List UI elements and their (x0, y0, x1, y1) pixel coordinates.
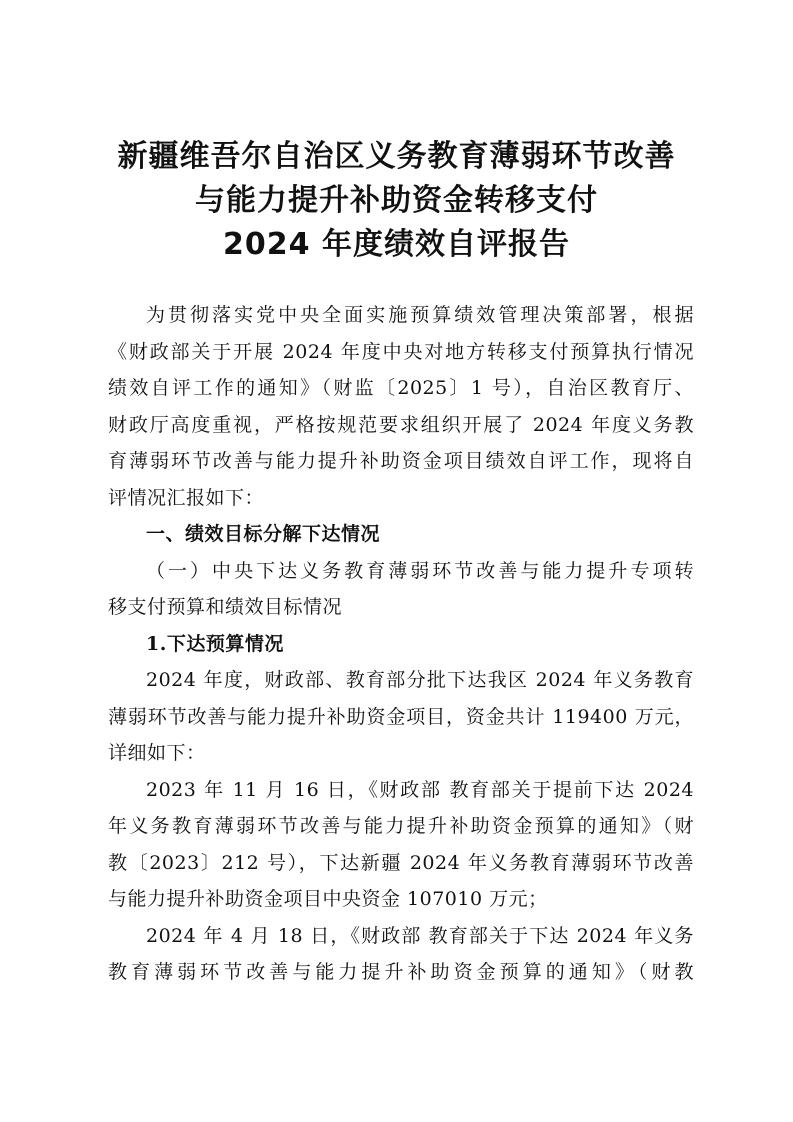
intro-line: 为贯彻落实党中央全面实施预算绩效管理决策部署，根据 (146, 304, 694, 326)
document-title-line-2: 与能力提升补助资金转移支付 (195, 183, 598, 218)
subsection-heading-line: （一）中央下达义务教育薄弱环节改善与能力提升专项转 (146, 559, 694, 582)
paragraph-line: 2024 年 4 月 18 日，《财政部 教育部关于下达 2024 年义务 (146, 924, 694, 947)
paragraph-line: 详细如下： (108, 742, 206, 764)
item-heading: 1.下达预算情况 (146, 632, 284, 655)
intro-line: 绩效自评工作的通知》（财监〔2025〕1 号），自治区教育厅、 (108, 377, 694, 399)
subsection-heading-line: 移支付预算和绩效目标情况 (108, 596, 343, 618)
intro-line: 育薄弱环节改善与能力提升补助资金项目绩效自评工作，现将自 (108, 450, 694, 472)
intro-line: 《财政部关于开展 2024 年度中央对地方转移支付预算执行情况 (108, 340, 694, 363)
paragraph-line: 2024 年度，财政部、教育部分批下达我区 2024 年义务教育 (146, 669, 694, 691)
paragraph-line: 教〔2023〕212 号），下达新疆 2024 年义务教育薄弱环节改善 (108, 851, 694, 874)
intro-line: 财政厅高度重视，严格按规范要求组织开展了 2024 年度义务教 (108, 413, 694, 436)
paragraph-line: 与能力提升补助资金项目中央资金 107010 万元； (108, 888, 548, 910)
paragraph-line: 2023 年 11 月 16 日，《财政部 教育部关于提前下达 2024 (146, 778, 694, 801)
paragraph-line: 薄弱环节改善与能力提升补助资金项目，资金共计 119400 万元， (108, 705, 694, 728)
paragraph-line: 教育薄弱环节改善与能力提升补助资金预算的通知》（财教 (108, 961, 694, 983)
paragraph-line: 年义务教育薄弱环节改善与能力提升补助资金预算的通知》（财 (108, 815, 694, 837)
section-heading: 一、绩效目标分解下达情况 (146, 523, 381, 545)
document-title-line-1: 新疆维吾尔自治区义务教育薄弱环节改善 (117, 139, 676, 174)
document-title-line-3: 2024 年度绩效自评报告 (223, 227, 570, 262)
document-body (108, 297, 694, 991)
intro-line: 评情况汇报如下： (108, 486, 265, 509)
